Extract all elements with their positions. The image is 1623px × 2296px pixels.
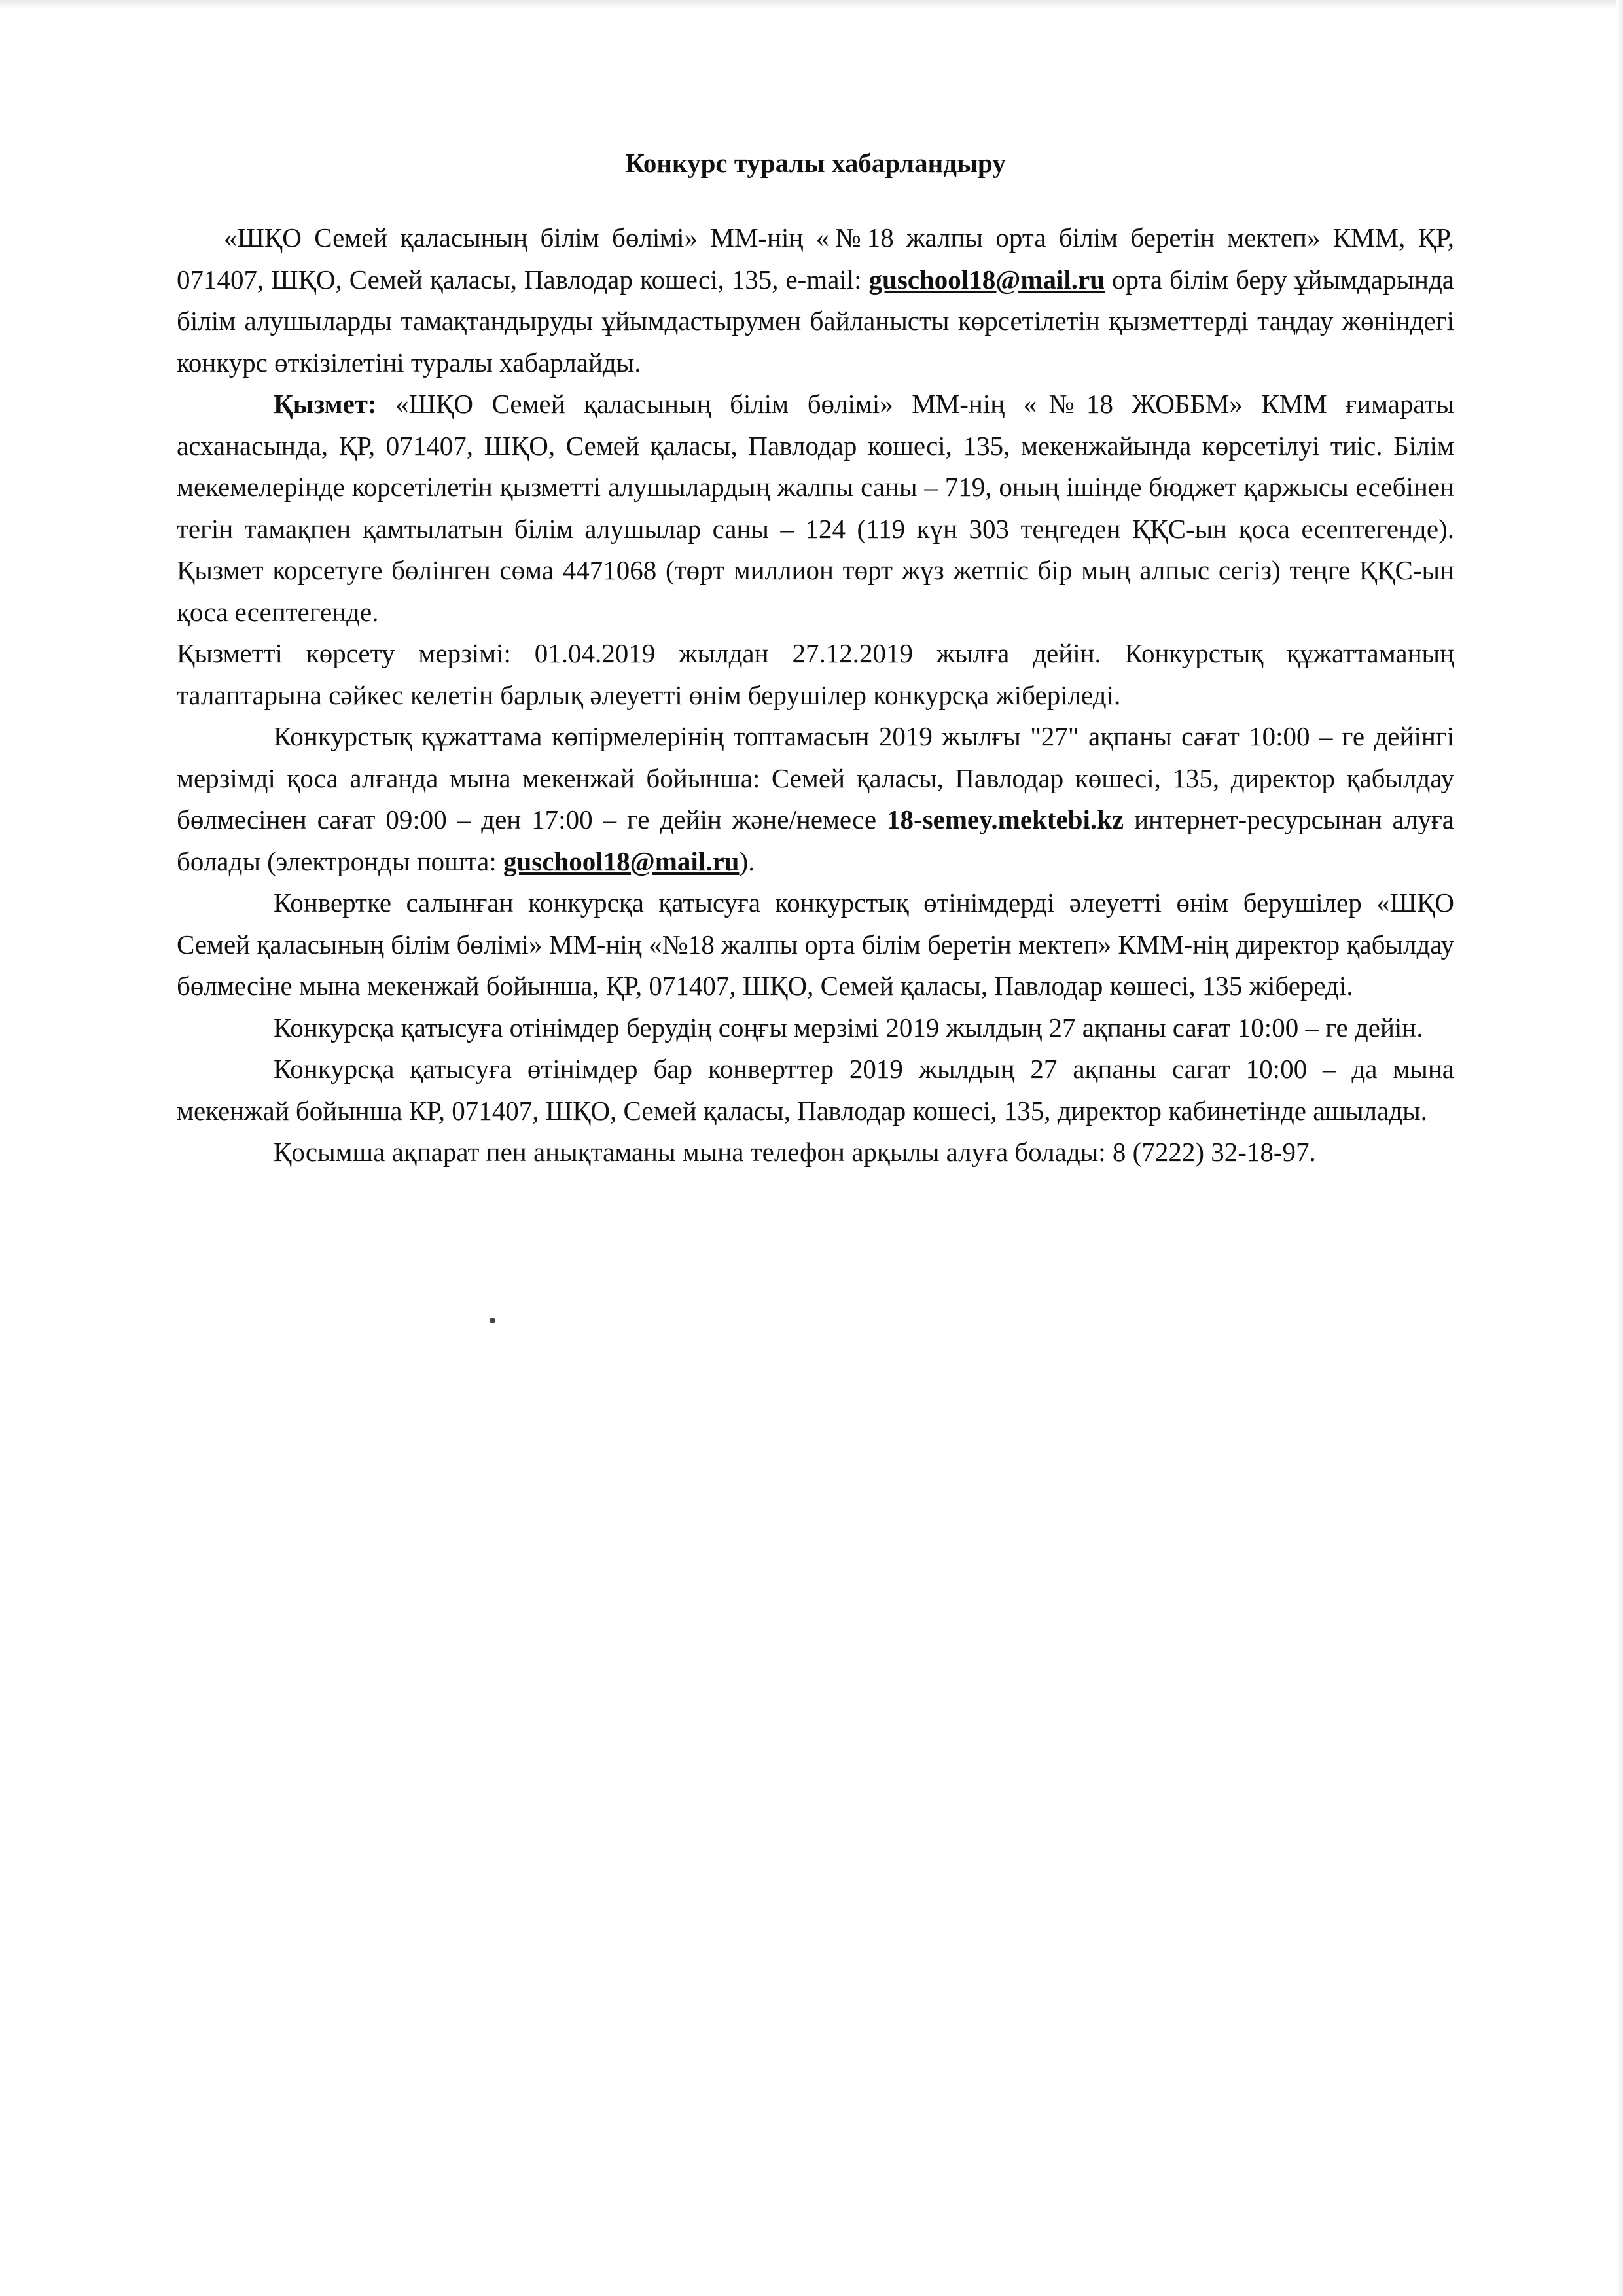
paragraph-intro <box>177 217 1454 384</box>
scan-edge-right <box>1616 0 1623 2296</box>
paragraph-documentation <box>177 716 1454 882</box>
website-link[interactable]: 18-semey.mektebi.kz <box>887 804 1124 834</box>
email-link-2[interactable]: guschool18@mail.ru <box>503 846 740 876</box>
intro-text: «ШҚО Семей қаласының білім бөлімі» ММ-нің «№18 жалпы орта білім беретін мектеп» КММ, ҚР, 071407, ШҚО, Семей қаласы, Павлодар кошесі, 135, e-mail: <box>177 223 1454 295</box>
paragraph-deadline: Конкурсқа қатысуға отінімдер берудің соңғы мерзімі 2019 жылдың 27 ақпаны сағат 10:00 – ге дейін. <box>274 1012 1423 1043</box>
intro-text-after: орта білім беру ұйымдарында білім алушыларды тамақтандыруды ұйымдастырумен байланысты көрсетілетін қызметтерді таңдау жөніндегі конкурс өткізілетіні туралы хабарлайды. <box>177 264 1455 378</box>
service-text: «ШҚО Семей қаласының білім бөлімі» ММ-нің «№18 ЖОББМ» КММ ғимараты асханасында, ҚР, 071407, ШҚО, Семей қаласы, Павлодар кошесі, 135, мекенжайында көрсетілуі тиіс. Білім мекемелерінде корсетілетін қызметті алушылардың жалпы саны – 719, оның ішінде бюджет қаржысы есебінен тегін тамақпен қамтылатын білім алушылар саны – 124 (119 күн 303 теңгеден ҚҚС-ын қоса есептегенде). Қызмет корсетуге бөлінген сөма 4471068 (төрт миллион төрт жүз жетпіс бір мың алпыс сегіз) теңге ҚҚС-ын қоса есептегенде. <box>177 389 1454 627</box>
paragraph-term: Қызметті көрсету мерзімі: 01.04.2019 жылдан 27.12.2019 жылға дейін. Конкурстық құжаттаманың талаптарына сәйкес келетін барлық әлеуетті өнім берушілер конкурсқа жіберіледі. <box>177 638 1454 710</box>
document-page <box>177 144 1454 1174</box>
paragraph-opening: Конкурсқа қатысуға өтінімдер бар конверттер 2019 жылдың 27 ақпаны сагат 10:00 – да мына мекенжай бойынша КР, 071407, ШҚО, Семей қаласы, Павлодар кошесі, 135, директор кабинетінде ашылады. <box>177 1054 1454 1126</box>
paragraph-submission: Конвертке салынған конкурсқа қатысуға конкурстық өтінімдерді әлеуетті өнім берушілер «ШҚО Семей қаласының білім бөлімі» ММ-нің «№18 жалпы орта білім беретін мектеп» КММ-нің директор қабылдау бөлмесіне мына мекенжай бойынша, ҚР, 071407, ШҚО, Семей қаласы, Павлодар көшесі, 135 жібереді. <box>177 888 1454 1001</box>
paragraph-service <box>177 384 1454 633</box>
paragraph-contact: Қосымша ақпарат пен анықтаманы мына телефон арқылы алуға болады: 8 (7222) 32-18-97. <box>274 1137 1316 1167</box>
documentation-text: Конкурстық құжаттама көпірмелерінің топтамасын 2019 жылғы "27" ақпаны сағат 10:00 – ге дейінгі мерзімді қоса алғанда мына мекенжай бойынша: Семей қаласы, Павлодар көшесі, 135, директор қабылдау бөлмесінен сағат 09:00 – ден 17:00 – ге дейін және/немесе <box>177 721 1454 834</box>
email-link[interactable]: guschool18@mail.ru <box>868 264 1105 295</box>
scan-speck <box>490 1318 495 1323</box>
document-title: Конкурс туралы хабарландыру <box>625 148 1006 178</box>
documentation-text-mid: интернет-ресурсынан алуға болады (электронды пошта: <box>177 804 1454 876</box>
scan-edge-top <box>0 0 1623 9</box>
service-label: Қызмет: <box>274 389 377 419</box>
documentation-text-end: ). <box>739 846 755 876</box>
